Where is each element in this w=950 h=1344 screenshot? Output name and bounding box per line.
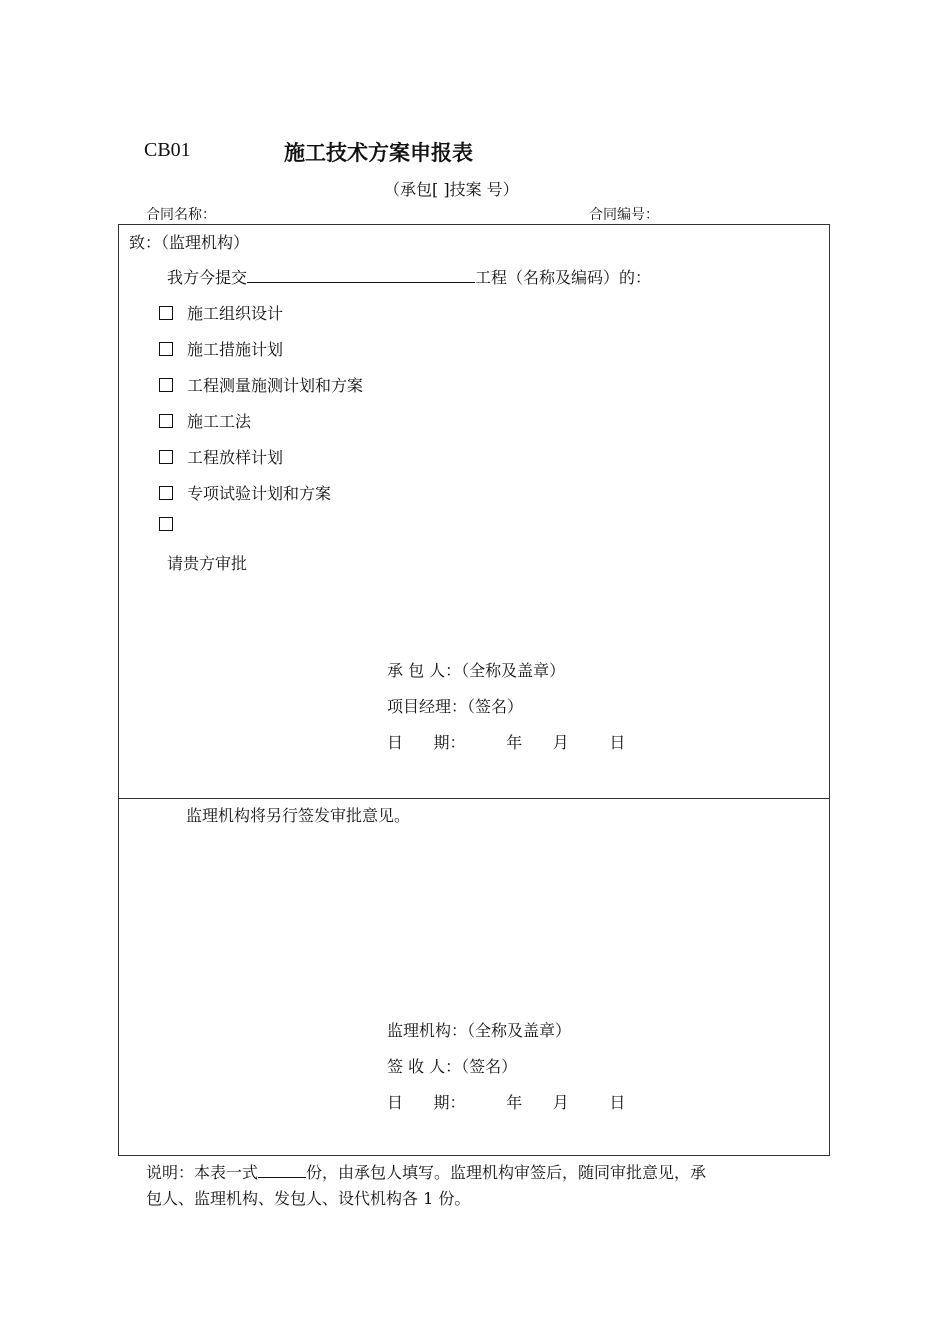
review-note: 监理机构将另行签发审批意见。 [186, 806, 411, 825]
form-number: （承包[ ]技案 号） [384, 180, 519, 199]
contract-no-label: 合同编号： [589, 207, 659, 223]
project-name-blank[interactable] [247, 265, 475, 283]
option-survey-plan[interactable] [159, 373, 363, 396]
request-text: 请贵方审批 [167, 554, 248, 573]
footer-prefix: 说明：本表一式 [146, 1163, 259, 1182]
option-label: 施工工法 [187, 412, 252, 431]
footer-line-1 [146, 1160, 706, 1183]
option-construction-method[interactable] [159, 409, 251, 432]
checkbox[interactable] [159, 378, 173, 392]
submit-prefix: 我方今提交 [167, 268, 248, 287]
checkbox[interactable] [159, 517, 173, 531]
checkbox[interactable] [159, 450, 173, 464]
form-code: CB01 [144, 139, 191, 161]
option-label: 施工组织设计 [187, 304, 284, 323]
to-label: 致：（监理机构） [129, 233, 250, 252]
date-label: 日 期： 年 月 日 [387, 1093, 626, 1112]
option-label: 工程放样计划 [187, 448, 284, 467]
form-title: 施工技术方案申报表 [284, 140, 473, 165]
copies-blank[interactable] [258, 1160, 306, 1178]
checkbox[interactable] [159, 486, 173, 500]
checkbox[interactable] [159, 306, 173, 320]
receiver-label: 签 收 人：（签名） [387, 1057, 518, 1076]
supervisor-label: 监理机构：（全称及盖章） [387, 1021, 572, 1040]
submission-section [118, 224, 830, 799]
contract-name-label: 合同名称： [146, 207, 216, 223]
option-label: 工程测量施测计划和方案 [187, 376, 364, 395]
option-label: 施工措施计划 [187, 340, 284, 359]
option-construction-design[interactable] [159, 301, 283, 324]
date-label: 日 期： 年 月 日 [387, 733, 626, 752]
review-section [118, 798, 830, 1156]
option-other[interactable] [159, 517, 187, 531]
submit-line [167, 265, 651, 288]
manager-label: 项目经理：（签名） [387, 697, 524, 716]
option-layout-plan[interactable] [159, 445, 283, 468]
option-measures-plan[interactable] [159, 337, 283, 360]
checkbox[interactable] [159, 342, 173, 356]
option-label: 专项试验计划和方案 [187, 484, 332, 503]
contractor-label: 承 包 人：（全称及盖章） [387, 661, 566, 680]
footer-suffix: 份，由承包人填写。监理机构审签后，随同审批意见，承 [306, 1163, 707, 1182]
submit-suffix: 工程（名称及编码）的： [475, 268, 652, 287]
option-test-plan[interactable] [159, 481, 331, 504]
checkbox[interactable] [159, 414, 173, 428]
footer-line-2: 包人、监理机构、发包人、设代机构各 1 份。 [146, 1189, 471, 1208]
